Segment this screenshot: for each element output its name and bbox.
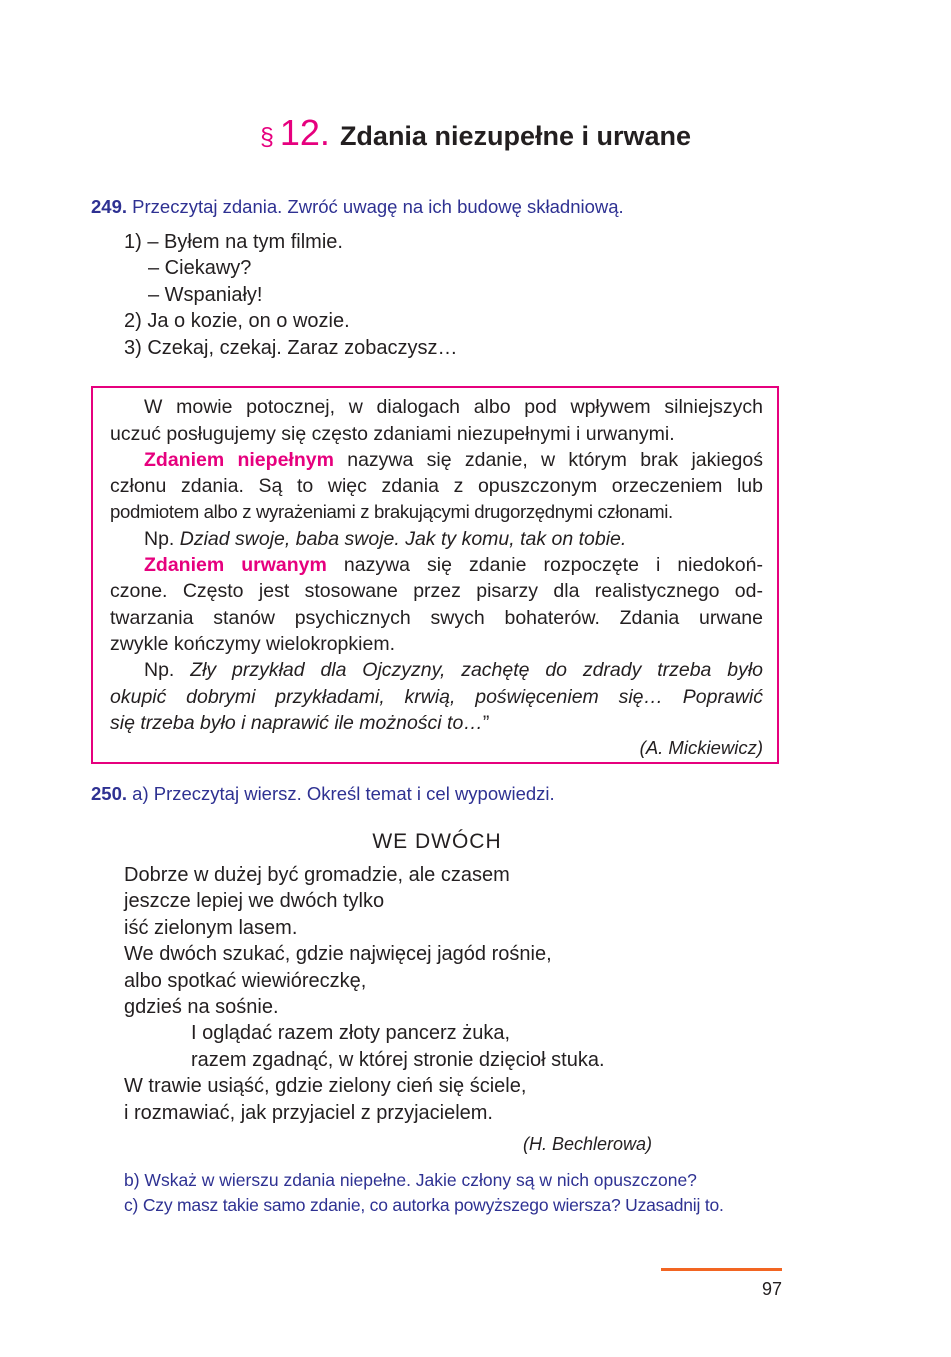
page-number: 97	[761, 1279, 782, 1299]
rule-text-line: członu zdania. Są to więc zdania z opuszczonym orzeczeniem lub	[110, 475, 763, 497]
rule-text-line: W mowie potocznej, w dialogach albo pod wpływem silniejszych	[144, 396, 763, 418]
poem-line: iść zielonym lasem.	[124, 917, 298, 939]
example-line: – Wspaniały!	[148, 284, 263, 306]
poem-line: razem zgadnąć, w której stronie dzięcioł stuka.	[191, 1049, 605, 1071]
example-line: – Ciekawy?	[148, 257, 252, 279]
term-broken-sentence: Zdaniem urwanym	[144, 554, 327, 576]
poem-line: I oglądać razem złoty pancerz żuka,	[191, 1022, 511, 1044]
poem-line: Dobrze w dużej być gromadzie, ale czasem	[124, 864, 510, 886]
quote-author: (A. Mickiewicz)	[639, 737, 763, 758]
rule-text-line: czone. Często jest stosowane przez pisarzy dla realistycznego od-	[110, 580, 763, 602]
example-prefix: Np.	[144, 659, 191, 681]
section-symbol: §	[259, 123, 274, 151]
section-number: 12.	[279, 112, 330, 153]
rule-example-line	[110, 657, 763, 683]
rule-text-line: podmiotem albo z wyrażeniami z brakującymi drugorzędnymi członami.	[110, 501, 673, 522]
section-heading: Zdania niezupełne i urwane	[339, 121, 692, 151]
example-text: Zły przykład dla Ojczyzny, zachętę do zdrady trzeba było	[190, 659, 763, 681]
rule-text-line: zwykle kończymy wielokropkiem.	[110, 633, 395, 655]
exercise-number: 249.	[91, 196, 128, 217]
instruction-text: Przeczytaj zdania. Zwróć uwagę na ich budowę składniową.	[132, 196, 624, 217]
task-b: b) Wskaż w wierszu zdania niepełne. Jakie człony są w nich opuszczone?	[124, 1170, 697, 1190]
poem-line: gdzieś na sośnie.	[124, 996, 279, 1018]
term-incomplete-sentence: Zdaniem niepełnym	[144, 449, 334, 471]
poem-line: W trawie usiąść, gdzie zielony cień się ściele,	[124, 1075, 527, 1097]
page-number-rule	[661, 1268, 782, 1271]
closing-quote: ”	[482, 712, 490, 734]
example-text: Dziad swoje, baba swoje. Jak ty komu, tak on tobie.	[179, 528, 627, 550]
task-c: c) Czy masz takie samo zdanie, co autorka powyższego wiersza? Uzasadnij to.	[124, 1195, 724, 1215]
rule-example-line: okupić dobrymi przykładami, krwią, poświęceniem się… Poprawić	[110, 686, 763, 708]
poem-line: i rozmawiać, jak przyjaciel z przyjacielem.	[124, 1102, 493, 1124]
poem-title: WE DWÓCH	[372, 830, 502, 853]
example-line: 3) Czekaj, czekaj. Zaraz zobaczysz…	[124, 337, 458, 359]
exercise-250-instruction	[91, 783, 555, 805]
example-prefix: Np.	[144, 528, 180, 550]
example-text: się trzeba było i naprawić ile możności to…	[110, 712, 483, 734]
instruction-text: a) Przeczytaj wiersz. Określ temat i cel wypowiedzi.	[132, 783, 555, 804]
example-line: 1) – Byłem na tym filmie.	[124, 231, 343, 253]
section-title	[0, 112, 951, 162]
poem-author: (H. Bechlerowa)	[522, 1134, 652, 1154]
exercise-number: 250.	[91, 783, 128, 804]
rule-text-line	[110, 552, 763, 578]
rule-text-line	[110, 447, 763, 473]
poem-line: albo spotkać wiewióreczkę,	[124, 970, 367, 992]
rule-text: nazywa się zdanie, w którym brak jakiegoś	[333, 449, 763, 471]
rule-example-line	[110, 710, 763, 736]
rule-example-line	[110, 526, 763, 552]
rule-text-line: uczuć posługujemy się często zdaniami niezupełnymi i urwanymi.	[110, 423, 675, 445]
poem-line: jeszcze lepiej we dwóch tylko	[124, 890, 385, 912]
rule-text: nazywa się zdanie rozpoczęte i niedokoń-	[326, 554, 763, 576]
example-line: 2) Ja o kozie, on o wozie.	[124, 310, 350, 332]
poem-line: We dwóch szukać, gdzie najwięcej jagód rośnie,	[124, 943, 552, 965]
rule-text-line: twarzania stanów psychicznych swych bohaterów. Zdania urwane	[110, 607, 763, 629]
exercise-249-instruction	[91, 196, 624, 218]
